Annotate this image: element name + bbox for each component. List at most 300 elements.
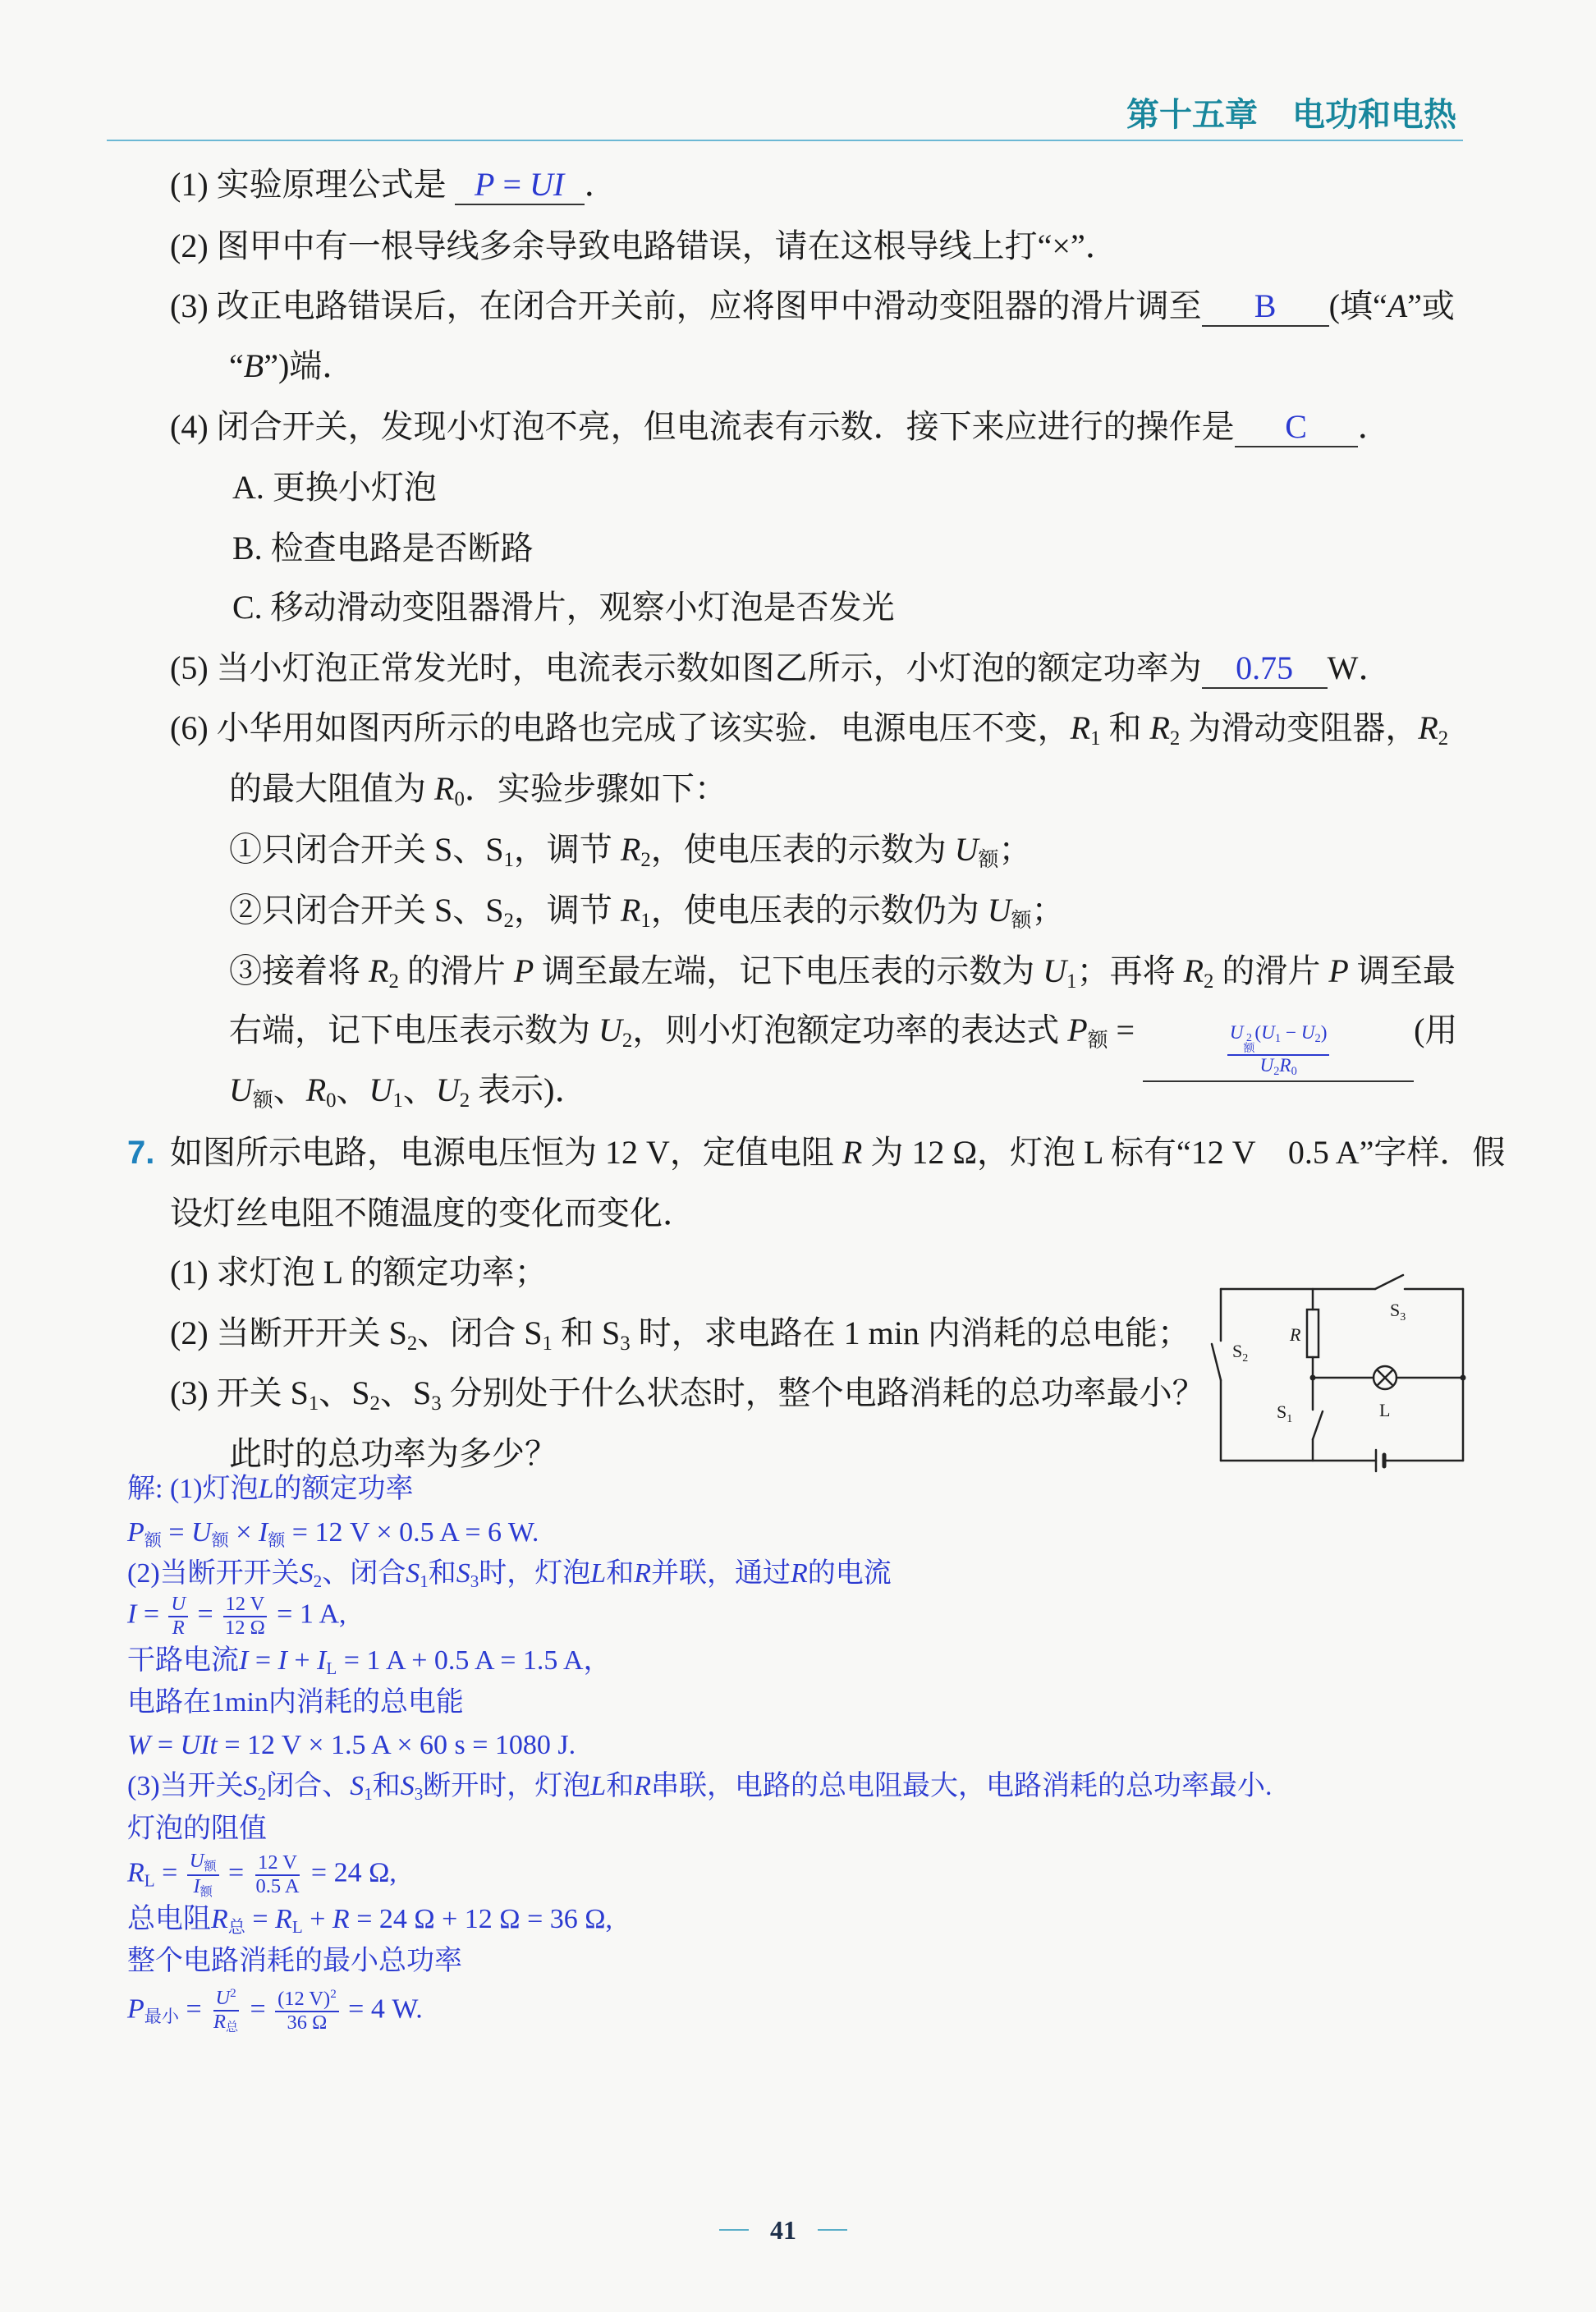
q7-number: 7. — [127, 1135, 155, 1171]
text-run: B — [1254, 287, 1277, 324]
subscript: 2 — [369, 1392, 380, 1415]
text-run: 整个电路消耗的最小总功率 — [127, 1946, 462, 1976]
text-run: 调至最 — [1348, 952, 1456, 989]
subscript: 2 — [257, 1783, 267, 1804]
math-variable: I — [193, 1874, 200, 1897]
text-run: C — [1285, 408, 1307, 445]
text-run: ②只闭合开关 S、S — [229, 892, 504, 929]
math-variable: R — [172, 1616, 185, 1639]
subscript: 2 — [621, 1029, 633, 1052]
q7-line-2 — [170, 1194, 695, 1233]
switch-s1 — [1313, 1411, 1323, 1439]
text-run: = 24 Ω, — [304, 1857, 397, 1888]
solution-line-2 — [127, 1516, 539, 1557]
text-run: = — [161, 1517, 192, 1548]
label-sub: 2 — [1242, 1352, 1249, 1365]
math-variable: U — [1300, 1021, 1315, 1044]
text-run: × — [228, 1517, 259, 1548]
subscript: 额 — [978, 848, 999, 871]
subscript: 2 — [459, 1089, 470, 1112]
text-run: ( — [1254, 1021, 1262, 1044]
subscript: 额 — [268, 1530, 286, 1550]
fraction-denominator — [211, 2012, 241, 2035]
math-variable: R — [620, 831, 641, 868]
label-sub: 3 — [1400, 1311, 1406, 1323]
subscript: 2 — [640, 848, 651, 871]
text-run: 12 Ω — [225, 1616, 265, 1639]
q6-line-1 — [170, 165, 617, 205]
lamp-cross — [1378, 1370, 1392, 1385]
text-run: ) — [1320, 1021, 1328, 1044]
footer-rule-left — [719, 2229, 749, 2231]
label-main: S — [1232, 1341, 1243, 1361]
math-variable: I — [258, 1517, 268, 1548]
text-run: 电路在1min内消耗的总电能 — [127, 1687, 464, 1718]
text-run: 和 — [428, 1558, 456, 1589]
math-variable: P — [475, 166, 495, 203]
text-run: C. 移动滑动变阻器滑片，观察小灯泡是否发光 — [232, 589, 895, 626]
fraction — [222, 1594, 268, 1640]
text-run: 的滑片 — [1213, 952, 1329, 989]
text-run: = — [190, 1599, 221, 1630]
page-number: 41 — [770, 2215, 796, 2245]
superscript: 2 — [1245, 1032, 1252, 1044]
math-variable: U — [191, 1517, 212, 1548]
math-variable: L — [590, 1558, 607, 1589]
q7-part-1 — [170, 1253, 548, 1292]
math-variable: W — [127, 1730, 151, 1760]
math-variable: U — [1229, 1021, 1244, 1044]
text-run: ．实验步骤如下： — [464, 770, 727, 807]
math-variable: U — [189, 1850, 204, 1872]
subscript: 1 — [1090, 727, 1101, 750]
math-variable: U — [1043, 952, 1067, 989]
fraction-denominator — [222, 1617, 268, 1640]
text-run: (2)当断开开关 — [127, 1558, 300, 1589]
subscript: 额 — [144, 1530, 162, 1550]
math-variable: R — [634, 1771, 651, 1801]
q7-line-1 — [170, 1133, 1505, 1172]
text-run: W． — [1327, 649, 1392, 686]
solution-line-5 — [127, 1644, 612, 1686]
text-run: B. 检查电路是否断路 — [232, 530, 534, 567]
subscript: 额 — [1243, 1043, 1255, 1056]
text-run: 闭合、 — [266, 1771, 351, 1801]
resistor-r — [1307, 1310, 1319, 1357]
subscript: 0 — [1291, 1065, 1297, 1079]
text-run: (填“ — [1328, 287, 1387, 324]
text-run: = 4 W. — [341, 1993, 423, 2025]
text-run: 、S — [319, 1374, 370, 1411]
math-variable: UIt — [180, 1730, 218, 1760]
sup-sub-pair — [1244, 1033, 1255, 1054]
text-run: ，使电压表的示数为 — [650, 831, 955, 868]
subscript: 1 — [364, 1783, 373, 1804]
junction-dot — [1461, 1375, 1466, 1381]
math-variable: I — [277, 1645, 287, 1676]
math-variable: A — [1387, 287, 1408, 324]
text-run: 分别处于什么状态时，整个电路消耗的总功率最小？ — [441, 1374, 1205, 1411]
fraction — [168, 1594, 188, 1640]
text-run: ，则小灯泡额定功率的表达式 — [632, 1012, 1068, 1048]
text-run: 总电阻 — [127, 1904, 211, 1934]
q6-option-b — [232, 529, 534, 568]
text-run: 0.5 A — [255, 1874, 300, 1897]
subscript: 0 — [454, 787, 465, 810]
math-variable: R — [332, 1904, 350, 1934]
math-variable: S — [299, 1558, 314, 1589]
text-run: = 12 V × 1.5 A × 60 s = 1080 J. — [217, 1730, 576, 1760]
chapter-title: 电功和电热 — [1292, 97, 1456, 133]
math-variable: U — [987, 892, 1011, 929]
text-run: 为 12 Ω，灯泡 L 标有“12 V 0.5 A”字样．假 — [862, 1134, 1506, 1171]
subscript: 2 — [1314, 1031, 1321, 1045]
superscript: 2 — [330, 1987, 337, 2001]
text-run: ． — [1357, 408, 1391, 445]
q6-option-c — [232, 588, 895, 627]
text-run: + — [302, 1904, 332, 1934]
fraction-numerator — [223, 1594, 268, 1617]
text-run: 如图所示电路，电源电压恒为 12 V，定值电阻 — [170, 1134, 842, 1171]
solution-line-11 — [127, 1902, 612, 1944]
text-run: = — [154, 1857, 185, 1888]
footer-rule-right — [818, 2229, 847, 2231]
math-variable: R — [305, 1071, 327, 1108]
text-run: 12 V — [258, 1851, 297, 1874]
math-variable: P — [127, 1517, 144, 1548]
subscript: L — [326, 1658, 337, 1678]
resistor-label: R — [1290, 1324, 1301, 1345]
page-footer — [701, 2212, 865, 2248]
text-run: (12 V) — [277, 1988, 331, 2011]
fraction-numerator — [187, 1851, 219, 1876]
text-run: 36 Ω — [287, 2012, 328, 2034]
subscript: 2 — [1204, 970, 1214, 993]
text-run: = — [245, 1904, 276, 1934]
q7-part-2 — [170, 1314, 1190, 1364]
text-run: “ — [229, 347, 244, 384]
text-run: (3) 改正电路错误后，在闭合开关前，应将图甲中滑动变阻器的滑片调至 — [170, 287, 1202, 324]
math-variable: R — [275, 1904, 292, 1934]
text-run: ，使电压表的示数仍为 — [650, 892, 988, 929]
solution-line-13 — [127, 1987, 423, 2035]
math-variable: U — [598, 1012, 622, 1048]
subscript: 额 — [1087, 1029, 1108, 1052]
q6-step-1 — [229, 830, 1031, 880]
answer-blank — [1143, 1013, 1414, 1082]
superscript: 2 — [230, 1986, 236, 2000]
subscript: 2 — [406, 1332, 418, 1355]
solution-line-1 — [127, 1472, 414, 1507]
math-variable: U — [1259, 1055, 1274, 1077]
math-variable: P — [513, 952, 534, 989]
text-run: 、 — [336, 1071, 369, 1108]
math-variable: P — [127, 1993, 144, 2025]
text-run: 和 — [606, 1558, 635, 1589]
text-run: + — [287, 1645, 318, 1676]
switch-s3-label — [1390, 1300, 1406, 1323]
subscript: L — [291, 1916, 303, 1937]
subscript: 1 — [420, 1571, 429, 1591]
solution-line-4 — [127, 1594, 346, 1640]
math-variable: L — [258, 1474, 274, 1504]
math-variable: S — [400, 1771, 415, 1801]
text-run: ，调节 — [513, 892, 621, 929]
math-variable: B — [243, 347, 264, 384]
chapter-number: 第十五章 — [1126, 97, 1258, 133]
fraction-numerator — [168, 1594, 188, 1617]
text-run: 、S — [379, 1374, 432, 1411]
text-run: = — [494, 166, 530, 203]
fraction — [275, 1988, 339, 2034]
text-run: 、闭合 — [322, 1558, 406, 1589]
math-variable: U — [1261, 1021, 1275, 1044]
fraction-denominator — [285, 2012, 330, 2034]
text-run: 的额定功率 — [273, 1474, 414, 1504]
math-variable: U — [435, 1071, 460, 1108]
math-variable: U — [229, 1071, 253, 1108]
fraction-denominator — [254, 1876, 302, 1898]
fraction — [187, 1851, 219, 1900]
math-variable: I — [317, 1645, 327, 1676]
text-run: ①只闭合开关 S、S — [229, 831, 504, 868]
subscript: 额 — [211, 1530, 229, 1550]
label-main: S — [1390, 1300, 1401, 1320]
fraction-numerator — [275, 1988, 339, 2012]
subscript: 额 — [200, 1885, 213, 1900]
subscript: 2 — [1438, 727, 1449, 750]
math-variable: R — [1183, 952, 1204, 989]
subscript: 最小 — [144, 2007, 179, 2027]
text-run: 干路电流 — [127, 1645, 239, 1676]
text-run: 12 V — [225, 1593, 265, 1615]
text-run: (5) 当小灯泡正常发光时，电流表示数如图乙所示，小灯泡的额定功率为 — [170, 649, 1202, 686]
solution-line-7 — [127, 1728, 576, 1763]
text-run: ”或 — [1407, 287, 1455, 324]
math-variable: R — [434, 770, 455, 807]
circuit-diagram — [1208, 1265, 1479, 1479]
text-run: (4) 闭合开关，发现小灯泡不亮，但电流表有示数．接下来应进行的操作是 — [170, 408, 1235, 445]
text-run: 和 — [372, 1771, 401, 1801]
solution-line-12 — [127, 1944, 462, 1979]
text-run: 右端，记下电压表示数为 — [229, 1012, 598, 1048]
text-run: 断开时，灯泡 — [423, 1771, 591, 1801]
subscript: 3 — [620, 1332, 631, 1355]
answer-blank — [455, 167, 585, 205]
math-variable: S — [406, 1558, 420, 1589]
text-run: = 24 Ω + 12 Ω = 36 Ω, — [349, 1904, 613, 1934]
solution-line-6 — [127, 1686, 464, 1720]
math-variable: R — [1418, 709, 1438, 746]
text-run: 此时的总功率为多少？ — [229, 1435, 557, 1472]
text-run: = 1 A, — [269, 1599, 346, 1630]
text-run: (2) 图甲中有一根导线多余导致电路错误，请在这根导线上打“×”． — [170, 227, 1118, 264]
text-run: 设灯丝电阻不随温度的变化而变化． — [170, 1195, 695, 1232]
switch-s3 — [1375, 1275, 1403, 1289]
fraction-numerator — [213, 1987, 239, 2012]
text-run: (3)当开关 — [127, 1771, 244, 1801]
fraction-numerator — [1227, 1023, 1329, 1057]
text-run: ． — [584, 166, 617, 203]
text-run: ③接着将 — [229, 952, 369, 989]
math-variable: P — [1067, 1012, 1088, 1048]
text-run: 时，灯泡 — [479, 1558, 591, 1589]
text-run: 的最大阻值为 — [229, 770, 434, 807]
switch-s2 — [1212, 1344, 1221, 1380]
lamp-label: L — [1379, 1400, 1391, 1420]
math-variable: UI — [530, 166, 565, 203]
text-run: = 1 A + 0.5 A = 1.5 A， — [337, 1645, 612, 1676]
text-run: − — [1281, 1021, 1301, 1044]
text-run: (1) 求灯泡 L 的额定功率； — [170, 1254, 548, 1291]
text-run: ，调节 — [513, 831, 621, 868]
math-variable: U — [215, 1987, 231, 2010]
text-run: ； — [998, 831, 1032, 868]
text-run: 灯泡的阻值 — [127, 1814, 267, 1844]
math-variable: R — [1070, 709, 1091, 746]
text-run: ； — [1031, 892, 1065, 929]
subscript: 3 — [431, 1392, 442, 1415]
subscript: 2 — [1273, 1065, 1280, 1079]
subscript: 1 — [640, 909, 651, 932]
q6-line-9 — [170, 649, 1391, 689]
math-variable: R — [369, 952, 389, 989]
text-run: = — [1108, 1012, 1144, 1048]
label-main: S — [1277, 1401, 1287, 1422]
subscript: 2 — [1169, 727, 1181, 750]
fraction-numerator — [255, 1852, 300, 1876]
math-variable: I — [127, 1599, 137, 1630]
text-run: 的电流 — [807, 1558, 892, 1589]
text-run: 和 S — [552, 1314, 621, 1351]
text-run: 和 — [606, 1771, 635, 1801]
q6-option-a — [232, 468, 437, 507]
math-variable: R — [127, 1857, 144, 1888]
q6-step-2 — [229, 891, 1064, 941]
math-variable: R — [842, 1134, 863, 1171]
text-run: ”)端． — [264, 347, 355, 384]
subscript: 额 — [252, 1089, 273, 1112]
text-run: (用 — [1414, 1012, 1458, 1048]
q6-line-2 — [170, 227, 1118, 266]
math-variable: R — [620, 892, 641, 929]
subscript: 2 — [503, 909, 514, 932]
subscript: 2 — [388, 970, 399, 993]
subscript: 1 — [1274, 1031, 1282, 1045]
text-run: (2) 当断开开关 S — [170, 1314, 407, 1351]
label-sub: 1 — [1286, 1413, 1293, 1425]
q7-part-3 — [170, 1374, 1205, 1424]
header-rule — [107, 140, 1463, 141]
math-variable: R — [1149, 709, 1170, 746]
switch-s1-label — [1277, 1401, 1292, 1425]
q6-line-10 — [170, 709, 1448, 759]
text-run: = — [136, 1599, 167, 1630]
answer-blank — [1202, 651, 1328, 689]
subscript: 2 — [313, 1571, 323, 1591]
q6-line-4 — [229, 346, 355, 386]
math-variable: P — [1328, 952, 1349, 989]
subscript: 1 — [542, 1332, 553, 1355]
math-variable: R — [1279, 1055, 1291, 1077]
subscript: 总 — [225, 2021, 239, 2035]
text-run: (1) 实验原理公式是 — [170, 166, 455, 203]
text-run: = — [150, 1730, 181, 1760]
subscript: 1 — [1066, 970, 1077, 993]
text-run: = — [221, 1857, 251, 1888]
answer-blank — [1202, 289, 1329, 327]
text-run: 、 — [402, 1071, 436, 1108]
math-variable: R — [791, 1558, 808, 1589]
math-variable: R — [213, 2011, 226, 2034]
text-run: 、闭合 S — [417, 1314, 543, 1351]
text-run: 和 — [1100, 709, 1150, 746]
text-run: (6) 小华用如图丙所示的电路也完成了该实验．电源电压不变， — [170, 709, 1071, 746]
subscript: 0 — [326, 1089, 337, 1112]
math-variable: R — [211, 1904, 228, 1934]
math-variable: S — [243, 1771, 258, 1801]
text-run: 为滑动变阻器， — [1180, 709, 1419, 746]
subscript: 1 — [308, 1392, 319, 1415]
text-run: 调至最左端，记下电压表的示数为 — [534, 952, 1043, 989]
math-variable: S — [350, 1771, 365, 1801]
math-variable: U — [954, 831, 979, 868]
text-run: 并联，通过 — [651, 1558, 791, 1589]
math-variable: R — [634, 1558, 651, 1589]
fraction — [254, 1852, 302, 1898]
subscript: 3 — [470, 1571, 479, 1591]
subscript: 总 — [227, 1916, 245, 1937]
subscript: 额 — [1011, 909, 1032, 932]
q6-line-11 — [229, 769, 727, 819]
q6-step-3 — [229, 952, 1456, 1002]
text-run: = — [178, 1993, 209, 2025]
subscript: 1 — [392, 1089, 403, 1112]
text-run: ；再将 — [1076, 952, 1184, 989]
text-run: = — [243, 1993, 273, 2025]
text-run: (3) 开关 S — [170, 1374, 309, 1411]
q6-line-3 — [170, 287, 1455, 327]
math-variable: S — [456, 1558, 470, 1589]
solution-line-9 — [127, 1812, 267, 1846]
fraction-denominator — [1258, 1056, 1300, 1079]
text-run: 0.75 — [1236, 649, 1294, 686]
math-variable: U — [369, 1071, 393, 1108]
text-run: 解: (1)灯泡 — [127, 1474, 259, 1504]
text-run: = — [248, 1645, 278, 1676]
text-run: 、 — [273, 1071, 306, 1108]
chapter-header — [1126, 95, 1456, 135]
switch-s2-label — [1232, 1341, 1248, 1365]
math-variable: U — [171, 1593, 186, 1615]
answer-blank — [1235, 410, 1358, 447]
subscript: 3 — [414, 1783, 424, 1804]
text-run: A. 更换小灯泡 — [232, 469, 437, 506]
fraction-denominator — [170, 1617, 187, 1640]
text-run: = 12 V × 0.5 A = 6 W. — [285, 1517, 539, 1548]
subscript: 1 — [503, 848, 514, 871]
text-run: 串联，电路的总电阻最大，电路消耗的总功率最小. — [651, 1771, 1273, 1801]
q6-line-5 — [170, 407, 1391, 447]
math-variable: I — [239, 1645, 249, 1676]
text-run: 表示)． — [470, 1071, 588, 1108]
solution-line-10 — [127, 1851, 397, 1900]
junction-dot — [1310, 1375, 1316, 1381]
text-run: 的滑片 — [398, 952, 514, 989]
fraction — [1227, 1023, 1329, 1080]
q6-line-16 — [229, 1071, 587, 1121]
fraction-denominator — [191, 1876, 215, 1900]
